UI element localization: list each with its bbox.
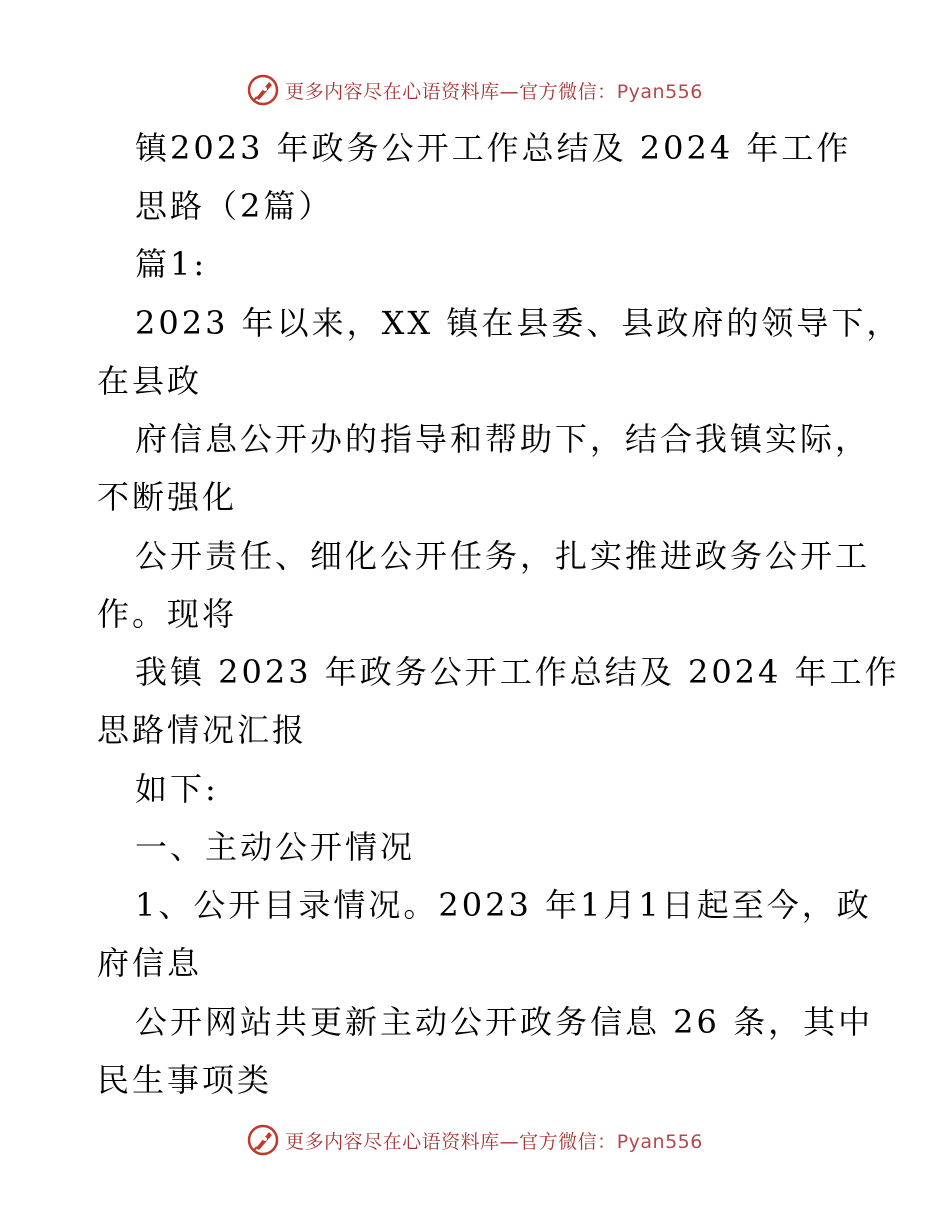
banner-slogan: 更多内容尽在心语资料库— <box>285 1130 520 1153</box>
paragraph-line: 府信息 <box>97 944 203 982</box>
paragraph-line: 不断强化 <box>97 478 238 516</box>
banner-slogan: 更多内容尽在心语资料库— <box>285 80 520 103</box>
subsection-heading: 一、主动公开情况 <box>135 828 416 866</box>
document-title-line-1: 镇2023 年政务公开工作总结及 2024 年工作 <box>135 129 852 167</box>
quill-logo-icon <box>247 1124 279 1156</box>
paragraph-line: 1、公开目录情况。2023 年1月1日起至今，政 <box>135 886 872 924</box>
paragraph-line: 公开责任、细化公开任务，扎实推进政务公开工 <box>135 537 871 575</box>
paragraph-line: 我镇 2023 年政务公开工作总结及 2024 年工作 <box>135 653 900 691</box>
banner-text <box>285 1127 703 1154</box>
banner-wechat-id: Pyan556 <box>616 80 703 103</box>
paragraph-line: 府信息公开办的指导和帮助下，结合我镇实际， <box>135 420 871 458</box>
footer-banner <box>0 1122 950 1158</box>
document-title-line-2: 思路（2篇） <box>135 187 334 225</box>
paragraph-line: 在县政 <box>97 362 203 400</box>
banner-wechat-label: 官方微信： <box>519 1130 617 1153</box>
paragraph-line: 2023 年以来，XX 镇在县委、县政府的领导下， <box>135 304 902 342</box>
banner-wechat-id: Pyan556 <box>616 1130 703 1153</box>
paragraph-line: 民生事项类 <box>97 1061 273 1099</box>
banner-wechat-label: 官方微信： <box>519 80 617 103</box>
paragraph-line: 作。现将 <box>97 595 238 633</box>
paragraph-line: 公开网站共更新主动公开政务信息 26 条，其中 <box>135 1003 874 1041</box>
section-heading: 篇1: <box>135 245 208 283</box>
paragraph-line: 如下: <box>135 770 219 808</box>
paragraph-line: 思路情况汇报 <box>97 711 308 749</box>
